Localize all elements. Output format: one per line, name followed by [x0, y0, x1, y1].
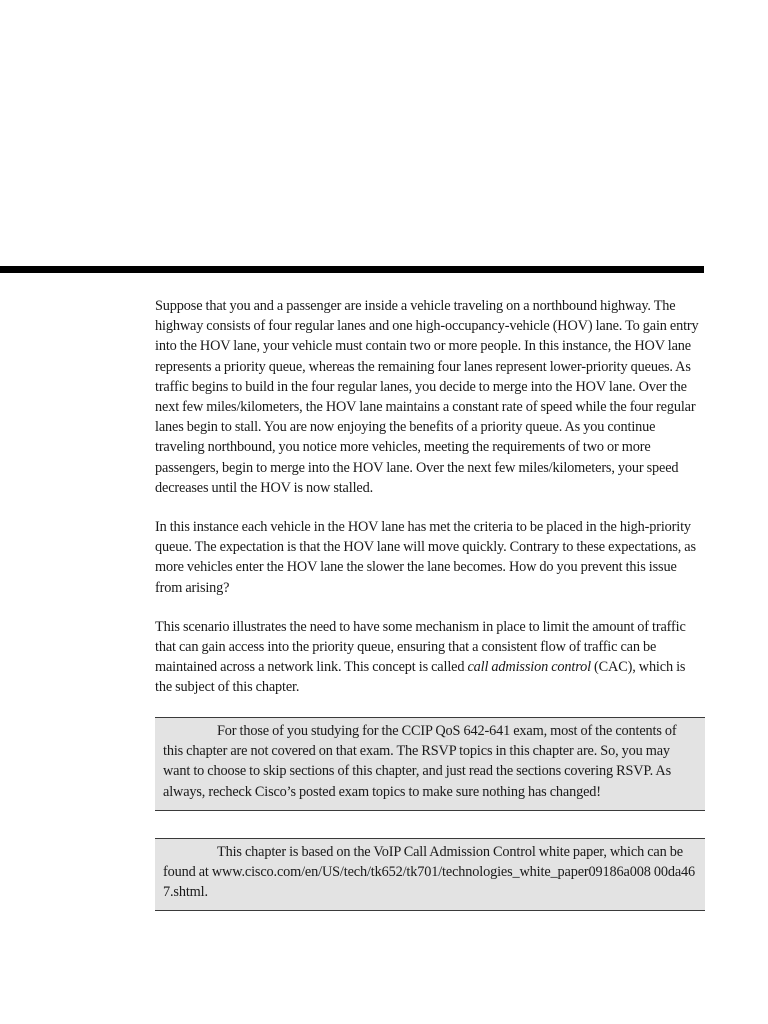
- paragraph-text-after: (CAC), which is the subject of this chapter.: [155, 659, 686, 696]
- intro-paragraph-cac-definition: [155, 617, 705, 698]
- exam-note-box: [155, 717, 705, 811]
- intro-paragraph-highway-analogy: [155, 296, 705, 498]
- note-text: For those of you studying for the CCIP QoS 642-641 exam, most of the contents of this chapter are not covered on that exam. The RSVP topics in this chapter are. So, you may want to choose to skip sections of this chapter, and just read the sections covering RSVP. As always, recheck Cisco’s posted exam topics to make sure nothing has changed!: [163, 723, 677, 800]
- note-text: This chapter is based on the VoIP Call Admission Control white paper, which can be found at www.cisco.com/en/US/tech/tk652/tk701/technologies_white_paper09186a008 00da46 7.shtml.: [163, 844, 696, 901]
- intro-paragraph-hov-criteria: [155, 517, 705, 598]
- cac-term: call admission control: [467, 659, 591, 676]
- chapter-intro-body: [155, 296, 705, 717]
- paragraph-text: Suppose that you and a passenger are inside a vehicle traveling on a northbound highway. The highway consists of four regular lanes and one high-occupancy-vehicle (HOV) lane. To gain entry into the HOV lane, your vehicle must contain two or more people. In this instance, the HOV lane represents a priority queue, whereas the remaining four lanes represent lower-priority queues. As traffic begins to build in the four regular lanes, you decide to merge into the HOV lane. Over the next few miles/kilometers, the HOV lane maintains a constant rate of speed while the four regular lanes begin to stall. You are now enjoying the benefits of a priority queue. As you continue traveling northbound, you notice more vehicles, meeting the requirements of two or more passengers, begin to merge into the HOV lane. Over the next few miles/kilometers, your speed decreases until the HOV is now stalled.: [155, 298, 699, 496]
- paragraph-text: In this instance each vehicle in the HOV lane has met the criteria to be placed in the high-priority queue. The expectation is that the HOV lane will move quickly. Contrary to these expectations, as more vehicles enter the HOV lane the slower the lane becomes. How do you prevent this issue from arising?: [155, 519, 696, 596]
- paragraph-text-before: This scenario illustrates the need to have some mechanism in place to limit the amount of traffic that can gain access into the priority queue, ensuring that a consistent flow of traffic can be maintained across a network link. This concept is called: [155, 618, 686, 676]
- white-paper-note-box: [155, 838, 705, 911]
- chapter-header-rule: [0, 266, 704, 273]
